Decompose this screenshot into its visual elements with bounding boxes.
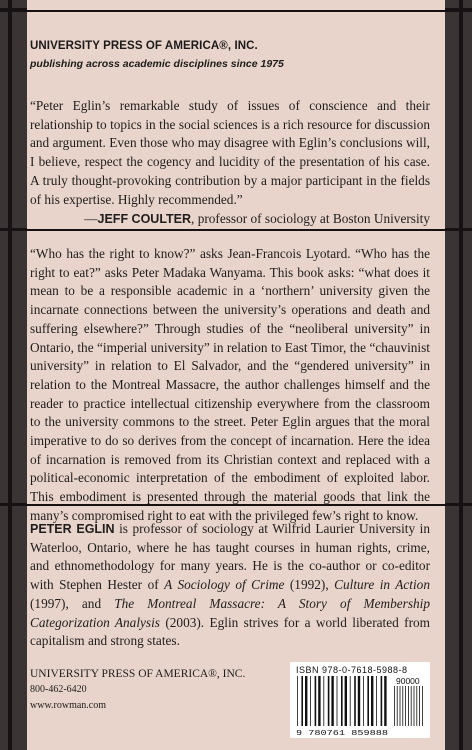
attribution-name: JEFF COULTER: [97, 212, 192, 227]
ean-digits: 9 780761 859888: [296, 730, 388, 738]
bio-text-4: (2003). Eglin strives for a world liberated from capitalism and strong states.: [30, 614, 430, 649]
quote-attribution: [30, 210, 430, 229]
publisher-footer: [30, 666, 245, 714]
author-bio: [30, 520, 430, 651]
publisher-tagline: publishing across academic disciplines since 1975: [30, 58, 284, 70]
panel-divider-middle: [27, 229, 445, 231]
attribution-title: , professor of sociology at Boston University: [191, 211, 430, 227]
footer-website: www.rowman.com: [30, 700, 107, 711]
author-name: PETER EGLIN: [30, 522, 115, 536]
frame-stripe-left: [8, 0, 12, 750]
isbn-label: ISBN 978-0-7618-5988-8: [296, 665, 408, 675]
footer-publisher-name: UNIVERSITY PRESS OF AMERICA®, INC.: [30, 668, 246, 680]
bio-text-3: (1997), and: [30, 595, 115, 611]
barcode-icon: [290, 662, 430, 738]
frame-stripe-right: [459, 0, 463, 750]
endorsement-quote: [30, 97, 430, 229]
book-title-3: The Montreal Massacre: A Story of Membership Categorization Analysis: [30, 595, 430, 630]
bio-text-2: (1992),: [284, 577, 335, 593]
isbn-barcode: [290, 662, 430, 738]
attribution-dash: —: [84, 211, 98, 227]
panel-divider-top: [27, 10, 445, 12]
book-description: “Who has the right to know?” asks Jean-Francois Lyotard. “Who has the right to eat?” asks Peter Madaka Wanyama. This book asks: “what does it mean to be a responsible academic in a ‘northern’ university given the incarnate connections between the university’s operations and death and suffering elsewhere?” Through studies of the “neoliberal university” in Ontario, the “imperial university” in relation to East Timor, the “chauvinist university” in relation to El Salvador, and the “gendered university” in relation to the Montreal Massacre, the author challenges himself and the reader to practice intellectual citizenship everywhere from the classroom to the university commons to the street. Peter Eglin argues that the moral imperative to do so derives from the concept of incarnation. Here the idea of incarnation is removed from its Christian context and replaced with a political-economic interpretation of the embodiment of exploited labor. This embodiment is presented through the material goods that link the many’s compromised right to eat with the privileged few’s right to know.: [30, 246, 430, 523]
price-code: 90000: [396, 676, 420, 686]
book-title-2: Culture in Action: [334, 577, 430, 593]
publisher-header: [30, 40, 284, 70]
footer-phone: 800-462-6420: [30, 684, 87, 695]
quote-text: “Peter Eglin’s remarkable study of issues of conscience and their relationship to topics in the social sciences is a rich resource for discussion and argument. Even those who may disagree with Eglin’s conclusions will, I believe, respect the cogency and lucidity of the presentation of his case. A truly thought-provoking contribution by a major participant in the fields of his expertise. Highly recommended.”: [30, 98, 430, 207]
publisher-name: UNIVERSITY PRESS OF AMERICA®, INC.: [30, 40, 258, 52]
bio-text-1: is professor of sociology at Wilfrid Laurier University in Waterloo, Ontario, where he has taught courses in human rights, crime, and ethnomethodology for many years. He is the co-author or co-editor with Stephen Hester of: [30, 521, 430, 593]
book-title-1: A Sociology of Crime: [164, 577, 285, 593]
